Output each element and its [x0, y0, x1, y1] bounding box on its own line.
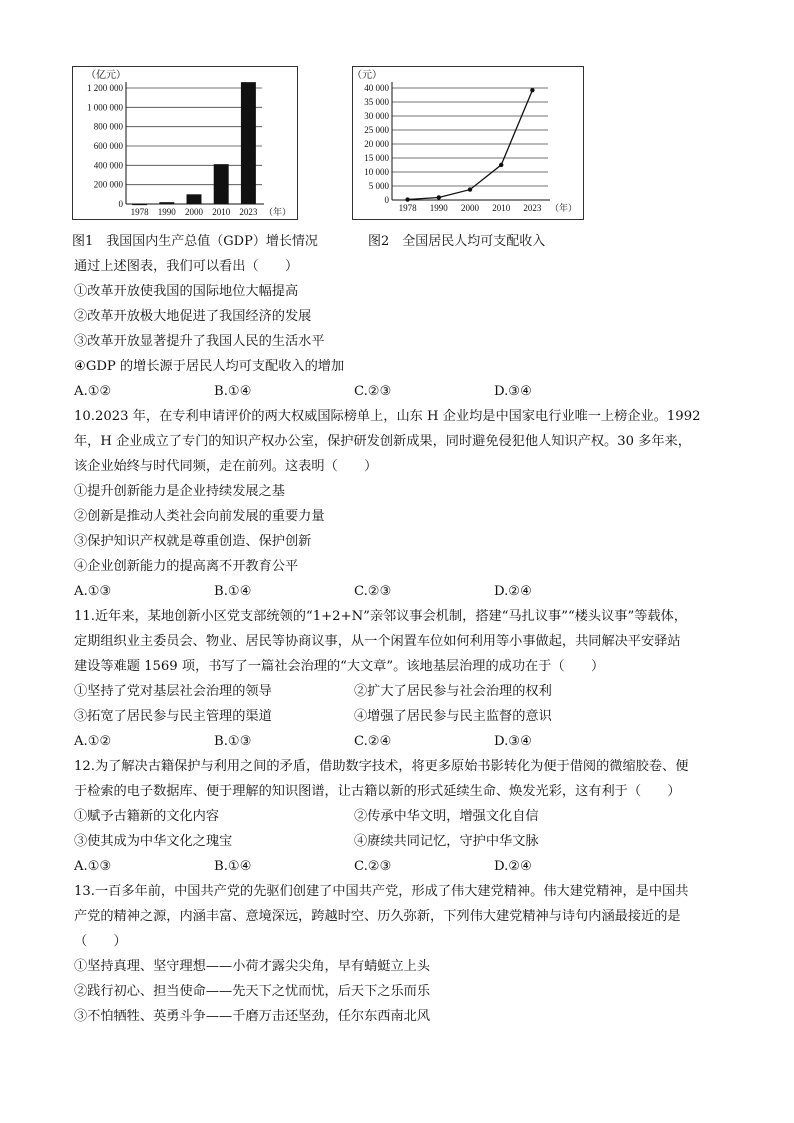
y-tick-label: 800 000 [93, 121, 123, 132]
data-point [499, 163, 503, 167]
y-tick-label: 400 000 [93, 160, 123, 171]
answer-options [74, 854, 724, 879]
y-tick-label: 35 000 [364, 97, 389, 107]
statement-2: ②创新是推动人类社会向前发展的重要力量 [74, 509, 325, 524]
x-tick-label: 1978 [130, 207, 149, 217]
question-10 [74, 404, 724, 604]
x-tick-label: 2023 [239, 207, 258, 217]
option-b: B.①④ [214, 859, 252, 874]
y-tick-label: 25 000 [364, 125, 389, 135]
statement-row [74, 679, 724, 704]
option-a: A.①③ [74, 859, 112, 874]
option-c: C.②④ [354, 734, 392, 749]
bar [132, 204, 147, 206]
x-tick-label: 2010 [492, 203, 511, 213]
statement-3: ③使其成为中华文化之瑰宝 [74, 834, 233, 849]
option-a: A.①② [74, 384, 112, 399]
y-axis-label: （亿元） [86, 70, 126, 81]
option-c: C.②③ [354, 384, 392, 399]
x-tick-label: 1990 [429, 203, 448, 213]
figure-2-caption: 图2 全国居民人均可支配收入 [368, 234, 546, 249]
x-tick-label: 2010 [212, 207, 231, 217]
y-tick-label: 1 000 000 [87, 102, 123, 113]
option-b: B.①④ [214, 384, 252, 399]
statement-3: ③不怕牺牲、英勇斗争——千磨万击还坚劲，任尔东西南北风 [74, 1009, 431, 1024]
y-tick-label: 20 000 [364, 139, 389, 149]
question-9 [74, 254, 724, 404]
data-point [437, 195, 441, 199]
statement-1: ①赋予古籍新的文化内容 [74, 809, 220, 824]
statement-row [74, 829, 724, 854]
answer-options [74, 579, 724, 604]
question-stem-line-1: 10.2023 年，在专利申请评价的两大权威国际榜单上，山东 H 企业均是中国家电行业唯一上榜企业。1992 [74, 409, 701, 424]
option-d: D.③④ [494, 734, 532, 749]
question-stem-line-1: 12.为了解决古籍保护与利用之间的矛盾，借助数字技术，将更多原始书影转化为便于借阅的微缩胶卷、便 [74, 759, 689, 774]
statement-1: ①提升创新能力是企业持续发展之基 [74, 484, 285, 499]
x-tick-label: 1990 [157, 207, 176, 217]
x-axis-label: （年） [550, 203, 578, 213]
y-tick-label: 200 000 [93, 179, 123, 190]
statement-row [74, 704, 724, 729]
y-axis-label: （元） [352, 70, 382, 81]
data-point [405, 197, 409, 201]
option-d: D.②④ [494, 859, 532, 874]
question-stem-line-3: 该企业始终与时代同频，走在前列。这表明（ ） [74, 459, 378, 474]
bar [241, 82, 256, 204]
income-line-chart [352, 66, 584, 220]
answer-options [74, 729, 724, 754]
question-11 [74, 604, 724, 754]
statement-2: ②践行初心、担当使命——先天下之忧而忧，后天下之乐而乐 [74, 984, 431, 999]
y-tick-label: 15 000 [364, 153, 389, 163]
question-stem: 通过上述图表，我们可以看出（ ） [74, 259, 299, 274]
option-b: B.①④ [214, 584, 252, 599]
y-tick-label: 40 000 [364, 83, 389, 93]
option-a: A.①③ [74, 584, 112, 599]
statement-3: ③改革开放显著提升了我国人民的生活水平 [74, 334, 325, 349]
gdp-bar-chart-svg [72, 66, 298, 220]
bar [214, 164, 229, 204]
statement-1: ①坚持真理、坚守理想——小荷才露尖尖角，早有蜻蜓立上头 [74, 959, 431, 974]
statement-2: ②传承中华文明，增强文化自信 [354, 809, 539, 824]
figure-1-caption: 图1 我国国内生产总值（GDP）增长情况 [72, 234, 318, 249]
x-tick-label: 1978 [398, 203, 417, 213]
question-stem-line-1: 11.近年来，某地创新小区党支部统领的“1+2+N”亲邻议事会机制，搭建“马扎议事”“楼头议事”等载体， [74, 609, 687, 624]
statement-1: ①改革开放使我国的国际地位大幅提高 [74, 284, 299, 299]
statement-1: ①坚持了党对基层社会治理的领导 [74, 684, 272, 699]
y-tick-label: 1 200 000 [87, 83, 123, 93]
statement-2: ②改革开放极大地促进了我国经济的发展 [74, 309, 312, 324]
option-d: D.③④ [494, 384, 532, 399]
statement-4: ④增强了居民参与民主监督的意识 [354, 709, 552, 724]
statement-3: ③保护知识产权就是尊重创造、保护创新 [74, 534, 312, 549]
y-tick-label: 600 000 [93, 141, 123, 151]
statement-row [74, 804, 724, 829]
question-13 [74, 879, 724, 1029]
y-tick-label: 5 000 [368, 181, 389, 191]
question-stem-line-3: 建设等难题 1569 项，书写了一篇社会治理的“大文章”。该地基层治理的成功在于（ ） [74, 659, 605, 674]
question-stem-line-3: （ ） [74, 934, 127, 949]
x-tick-label: 2023 [523, 203, 542, 213]
question-stem-line-1: 13.一百多年前，中国共产党的先驱们创建了中国共产党，形成了伟大建党精神。伟大建党精神，是中国共 [74, 884, 689, 899]
question-12 [74, 754, 724, 879]
x-tick-label: 2000 [461, 203, 479, 213]
option-c: C.②③ [354, 859, 392, 874]
gdp-bar-chart [72, 66, 298, 220]
question-text [74, 254, 724, 1029]
bar [159, 202, 174, 204]
option-a: A.①② [74, 734, 112, 749]
statement-3: ③拓宽了居民参与民主管理的渠道 [74, 709, 272, 724]
statement-4: ④企业创新能力的提高离不开教育公平 [74, 559, 299, 574]
income-line-chart-svg [352, 66, 584, 220]
series-line [408, 90, 533, 199]
option-d: D.②④ [494, 584, 532, 599]
question-stem-line-2: 于检索的电子数据库、便于理解的知识图谱，让古籍以新的形式延续生命、焕发光彩，这有利于（ ） [74, 784, 681, 799]
data-point [468, 187, 472, 191]
y-tick-label: 0 [384, 195, 389, 205]
bar [187, 194, 202, 204]
data-point [530, 88, 534, 92]
statement-4: ④赓续共同记忆，守护中华文脉 [354, 834, 539, 849]
y-tick-label: 30 000 [364, 111, 389, 121]
answer-options [74, 379, 724, 404]
question-stem-line-2: 年，H 企业成立了专门的知识产权办公室，保护研发创新成果，同时避免侵犯他人知识产权。30 多年来， [74, 434, 691, 449]
statement-2: ②扩大了居民参与社会治理的权利 [354, 684, 552, 699]
y-tick-label: 0 [118, 199, 123, 209]
option-b: B.①③ [214, 734, 252, 749]
question-stem-line-2: 产党的精神之源，内涵丰富、意境深远，跨越时空、历久弥新，下列伟大建党精神与诗句内涵最接近的是 [74, 909, 681, 924]
x-tick-label: 2000 [185, 207, 203, 217]
y-tick-label: 10 000 [364, 167, 389, 177]
x-axis-label: （年） [264, 207, 292, 217]
option-c: C.②③ [354, 584, 392, 599]
question-stem-line-2: 定期组织业主委员会、物业、居民等协商议事，从一个闲置车位如何利用等小事做起，共同解决平安驿站 [74, 634, 681, 649]
statement-4: ④GDP 的增长源于居民人均可支配收入的增加 [74, 359, 345, 374]
